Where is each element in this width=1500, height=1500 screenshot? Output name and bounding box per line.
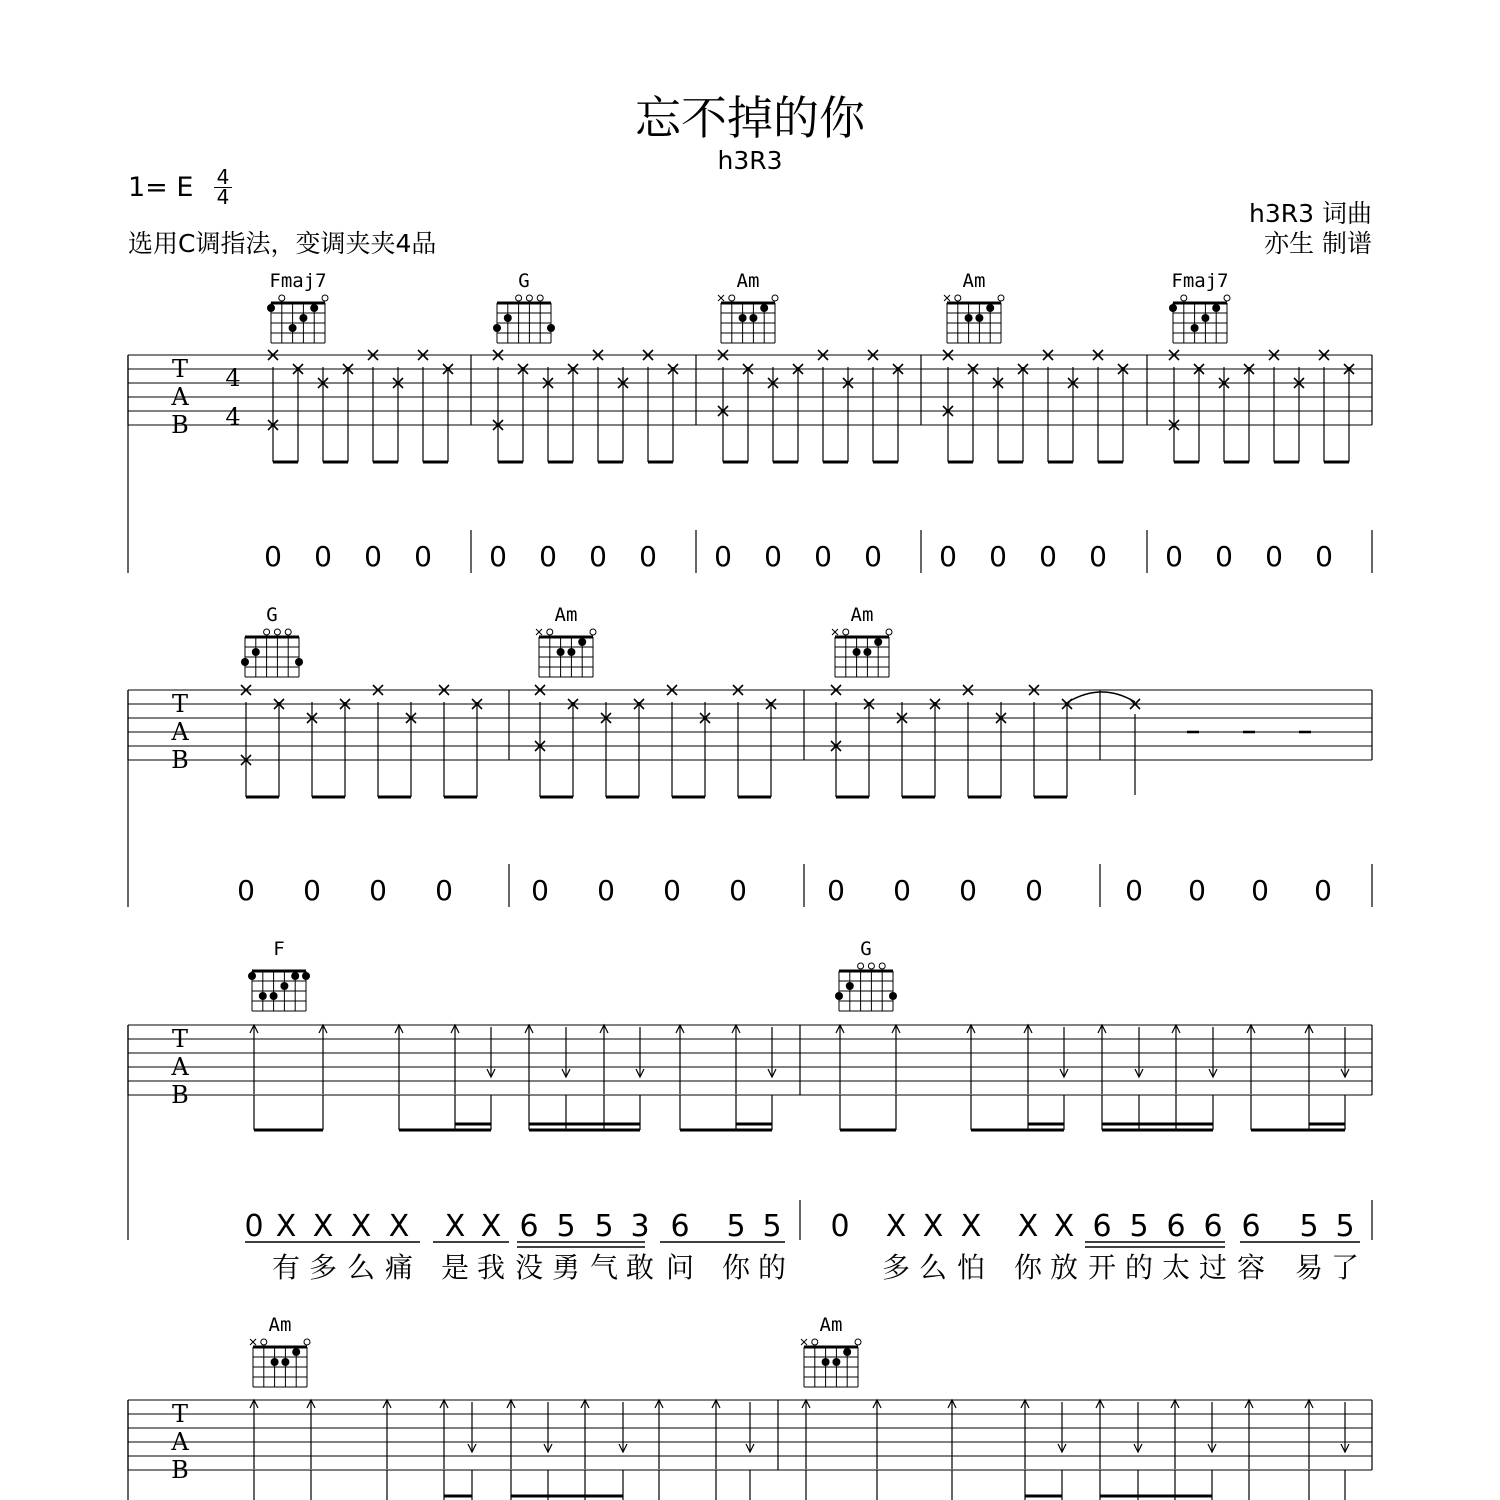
lyric-char: 敢 [625, 1251, 655, 1284]
lyric-char: 太 [1161, 1251, 1191, 1284]
numbered-note: 0 [864, 540, 882, 573]
numbered-note: 5 [1129, 1209, 1149, 1244]
numbered-note: X [1017, 1209, 1039, 1244]
chord-finger-dot [241, 658, 249, 666]
chord-finger-dot [248, 972, 256, 980]
numbered-note: 0 [531, 874, 549, 907]
numbered-note: X [312, 1209, 334, 1244]
chord-finger-dot [280, 982, 288, 990]
chord-diagram [536, 629, 596, 677]
lyric-char: 的 [757, 1251, 787, 1284]
chord-open-string [590, 629, 596, 635]
numbered-note: 0 [597, 874, 615, 907]
chord-name: G [266, 604, 278, 626]
chord-finger-dot [975, 314, 983, 322]
numbered-note: 0 [1039, 540, 1057, 573]
chord-name: Am [962, 270, 986, 292]
lyric-char: 有 [271, 1251, 301, 1284]
chord-name: Am [819, 1314, 843, 1336]
chord-finger-dot [289, 324, 297, 332]
lyric-char: 开 [1087, 1251, 1117, 1284]
chord-diagram [267, 295, 328, 343]
numbered-note: X [1053, 1209, 1075, 1244]
numbered-note: 6 [670, 1209, 690, 1244]
numbered-note: 0 [414, 540, 432, 573]
lyric-char: 么 [346, 1251, 376, 1284]
lyric-char: 易 [1294, 1251, 1324, 1284]
numbered-note: 0 [1215, 540, 1233, 573]
chord-open-string [547, 629, 553, 635]
numbered-note: 0 [1089, 540, 1107, 573]
numbered-note: 0 [364, 540, 382, 573]
chord-finger-dot [1169, 304, 1177, 312]
numbered-note: 0 [814, 540, 832, 573]
numbered-note: 0 [1165, 540, 1183, 573]
numbered-note: 0 [435, 874, 453, 907]
numbered-note: 5 [726, 1209, 746, 1244]
tab-system-1 [128, 270, 1372, 573]
chord-diagram [248, 971, 310, 1011]
numbered-note: X [922, 1209, 944, 1244]
lyric-char: 容 [1236, 1251, 1266, 1284]
numbered-note: 0 [714, 540, 732, 573]
tab-system-3 [128, 938, 1372, 1284]
numbered-note: 0 [1125, 874, 1143, 907]
numbered-note: 0 [369, 874, 387, 907]
chord-finger-dot [760, 304, 768, 312]
numbered-note: 0 [1315, 540, 1333, 573]
numbered-note: 0 [663, 874, 681, 907]
numbered-note: 0 [1251, 874, 1269, 907]
numbered-note: 0 [827, 874, 845, 907]
chord-finger-dot [843, 1348, 851, 1356]
chord-diagram [493, 295, 555, 343]
chord-diagram [832, 629, 892, 677]
chord-name: Am [850, 604, 874, 626]
chord-name: Am [554, 604, 578, 626]
lyric-char: 气 [589, 1251, 619, 1284]
chord-finger-dot [252, 648, 260, 656]
key-signature: 1= E [128, 172, 194, 203]
tab-time-signature-top: 4 [225, 364, 241, 392]
numbered-note: 0 [237, 874, 255, 907]
chord-diagram [250, 1339, 310, 1387]
credit-lyrics-music: h3R3 词曲 [1249, 199, 1372, 228]
chord-diagram [241, 629, 303, 677]
chord-finger-dot [299, 314, 307, 322]
numbered-note: 0 [264, 540, 282, 573]
chord-open-string [855, 1339, 861, 1345]
numbered-note: 0 [729, 874, 747, 907]
chord-finger-dot [1212, 304, 1220, 312]
numbered-note: 5 [594, 1209, 614, 1244]
numbered-note: X [275, 1209, 297, 1244]
lyric-char: 痛 [384, 1251, 414, 1284]
chord-finger-dot [863, 648, 871, 656]
tab-clef-letter: B [171, 746, 189, 774]
chord-open-string [729, 295, 735, 301]
chord-finger-dot [822, 1358, 830, 1366]
lyric-char: 问 [665, 1251, 695, 1284]
chord-finger-dot [853, 648, 861, 656]
chord-open-string [279, 295, 285, 301]
chord-finger-dot [259, 992, 267, 1000]
numbered-note: 5 [1299, 1209, 1319, 1244]
lyric-char: 多 [881, 1251, 911, 1284]
tab-clef-letter: T [171, 355, 189, 383]
numbered-note: 3 [630, 1209, 650, 1244]
lyric-char: 多 [308, 1251, 338, 1284]
chord-open-string [1181, 295, 1187, 301]
tab-clef-letter: T [171, 690, 189, 718]
numbered-note: X [885, 1209, 907, 1244]
chord-open-string [1224, 295, 1230, 301]
lyric-char: 我 [476, 1251, 506, 1284]
numbered-note: X [480, 1209, 502, 1244]
chord-finger-dot [504, 314, 512, 322]
chord-open-string [322, 295, 328, 301]
chord-finger-dot [281, 1358, 289, 1366]
chord-open-string [526, 295, 532, 301]
tab-clef-letter: A [171, 383, 189, 411]
numbered-note: 0 [1265, 540, 1283, 573]
lyric-char: 你 [1013, 1251, 1043, 1284]
numbered-note: 0 [830, 1209, 850, 1244]
numbered-note: 0 [1188, 874, 1206, 907]
tab-clef-letter: A [171, 1053, 189, 1081]
chord-open-string [998, 295, 1004, 301]
numbered-note: X [444, 1209, 466, 1244]
tab-clef-letter: A [171, 1428, 189, 1456]
chord-finger-dot [889, 992, 897, 1000]
chord-finger-dot [1191, 324, 1199, 332]
numbered-note: 0 [764, 540, 782, 573]
lyric-char: 了 [1330, 1251, 1360, 1284]
numbered-note: 0 [1025, 874, 1043, 907]
lyric-char: 你 [721, 1251, 751, 1284]
chord-diagram [801, 1339, 861, 1387]
chord-finger-dot [578, 638, 586, 646]
tab-time-signature-bottom: 4 [225, 403, 241, 431]
chord-finger-dot [749, 314, 757, 322]
chord-finger-dot [1201, 314, 1209, 322]
tab-clef-letter: B [171, 1081, 189, 1109]
numbered-note: 0 [589, 540, 607, 573]
lyric-char: 过 [1198, 1251, 1228, 1284]
chord-open-string [886, 629, 892, 635]
chord-open-string [955, 295, 961, 301]
numbered-note: 5 [762, 1209, 782, 1244]
numbered-note: 0 [314, 540, 332, 573]
lyric-char: 勇 [551, 1251, 581, 1284]
numbered-note: 0 [939, 540, 957, 573]
tab-clef-letter: T [171, 1025, 189, 1053]
chord-finger-dot [292, 1348, 300, 1356]
numbered-note: X [960, 1209, 982, 1244]
lyric-char: 放 [1049, 1251, 1079, 1284]
numbered-note: 0 [244, 1209, 264, 1244]
chord-diagram [1169, 295, 1230, 343]
chord-open-string [868, 963, 874, 969]
chord-open-string [879, 963, 885, 969]
numbered-note: X [350, 1209, 372, 1244]
numbered-note: 6 [1166, 1209, 1186, 1244]
time-signature-top: 4 [216, 165, 230, 189]
chord-open-string [261, 1339, 267, 1345]
chord-finger-dot [310, 304, 318, 312]
chord-finger-dot [567, 648, 575, 656]
chord-name: G [860, 938, 872, 960]
chord-finger-dot [986, 304, 994, 312]
chord-open-string [274, 629, 280, 635]
tab-clef-letter: B [171, 1456, 189, 1484]
chord-open-string [304, 1339, 310, 1345]
chord-name: Am [268, 1314, 292, 1336]
tab-clef-letter: A [171, 718, 189, 746]
numbered-note: 5 [556, 1209, 576, 1244]
numbered-note: 0 [989, 540, 1007, 573]
chord-finger-dot [270, 992, 278, 1000]
lyric-char: 没 [514, 1251, 544, 1284]
chord-open-string [537, 295, 543, 301]
song-title: 忘不掉的你 [635, 91, 865, 145]
chord-diagram [718, 295, 778, 343]
chord-finger-dot [557, 648, 565, 656]
numbered-note: 6 [1203, 1209, 1223, 1244]
chord-finger-dot [291, 972, 299, 980]
numbered-note: 0 [893, 874, 911, 907]
numbered-note: 0 [539, 540, 557, 573]
chord-name: F [273, 938, 285, 960]
tab-clef-letter: T [171, 1400, 189, 1428]
chord-open-string [772, 295, 778, 301]
chord-open-string [843, 629, 849, 635]
chord-open-string [812, 1339, 818, 1345]
lyric-char: 么 [918, 1251, 948, 1284]
numbered-note: 0 [639, 540, 657, 573]
chord-finger-dot [846, 982, 854, 990]
chord-diagram [835, 963, 897, 1011]
time-signature-bottom: 4 [216, 185, 230, 209]
chord-name: Fmaj7 [1171, 270, 1229, 292]
chord-diagram [944, 295, 1004, 343]
chord-open-string [285, 629, 291, 635]
tab-clef-letter: B [171, 411, 189, 439]
chord-finger-dot [493, 324, 501, 332]
numbered-note: 5 [1335, 1209, 1355, 1244]
chord-finger-dot [267, 304, 275, 312]
numbered-note: 6 [1092, 1209, 1112, 1244]
tab-system-2 [128, 604, 1372, 907]
chord-name: G [518, 270, 530, 292]
lyric-char: 是 [440, 1251, 470, 1284]
numbered-note: 6 [519, 1209, 539, 1244]
chord-open-string [516, 295, 522, 301]
chord-finger-dot [271, 1358, 279, 1366]
numbered-note: 0 [1314, 874, 1332, 907]
capo-instruction: 选用C调指法，变调夹夹4品 [128, 229, 437, 258]
chord-finger-dot [739, 314, 747, 322]
chord-finger-dot [832, 1358, 840, 1366]
lyric-char: 的 [1124, 1251, 1154, 1284]
numbered-note: 0 [303, 874, 321, 907]
chord-name: Fmaj7 [269, 270, 327, 292]
numbered-note: 0 [959, 874, 977, 907]
chord-name: Am [736, 270, 760, 292]
credit-transcriber: 亦生 制谱 [1264, 229, 1372, 258]
chord-open-string [264, 629, 270, 635]
lyric-char: 怕 [956, 1251, 986, 1284]
chord-finger-dot [835, 992, 843, 1000]
artist-name: h3R3 [717, 146, 783, 175]
chord-finger-dot [547, 324, 555, 332]
chord-finger-dot [295, 658, 303, 666]
tab-system-4 [128, 1314, 1372, 1500]
tie-arc [1068, 692, 1135, 702]
chord-finger-dot [965, 314, 973, 322]
chord-finger-dot [874, 638, 882, 646]
chord-open-string [858, 963, 864, 969]
numbered-note: X [388, 1209, 410, 1244]
chord-finger-dot [302, 972, 310, 980]
numbered-note: 0 [489, 540, 507, 573]
numbered-note: 6 [1241, 1209, 1261, 1244]
